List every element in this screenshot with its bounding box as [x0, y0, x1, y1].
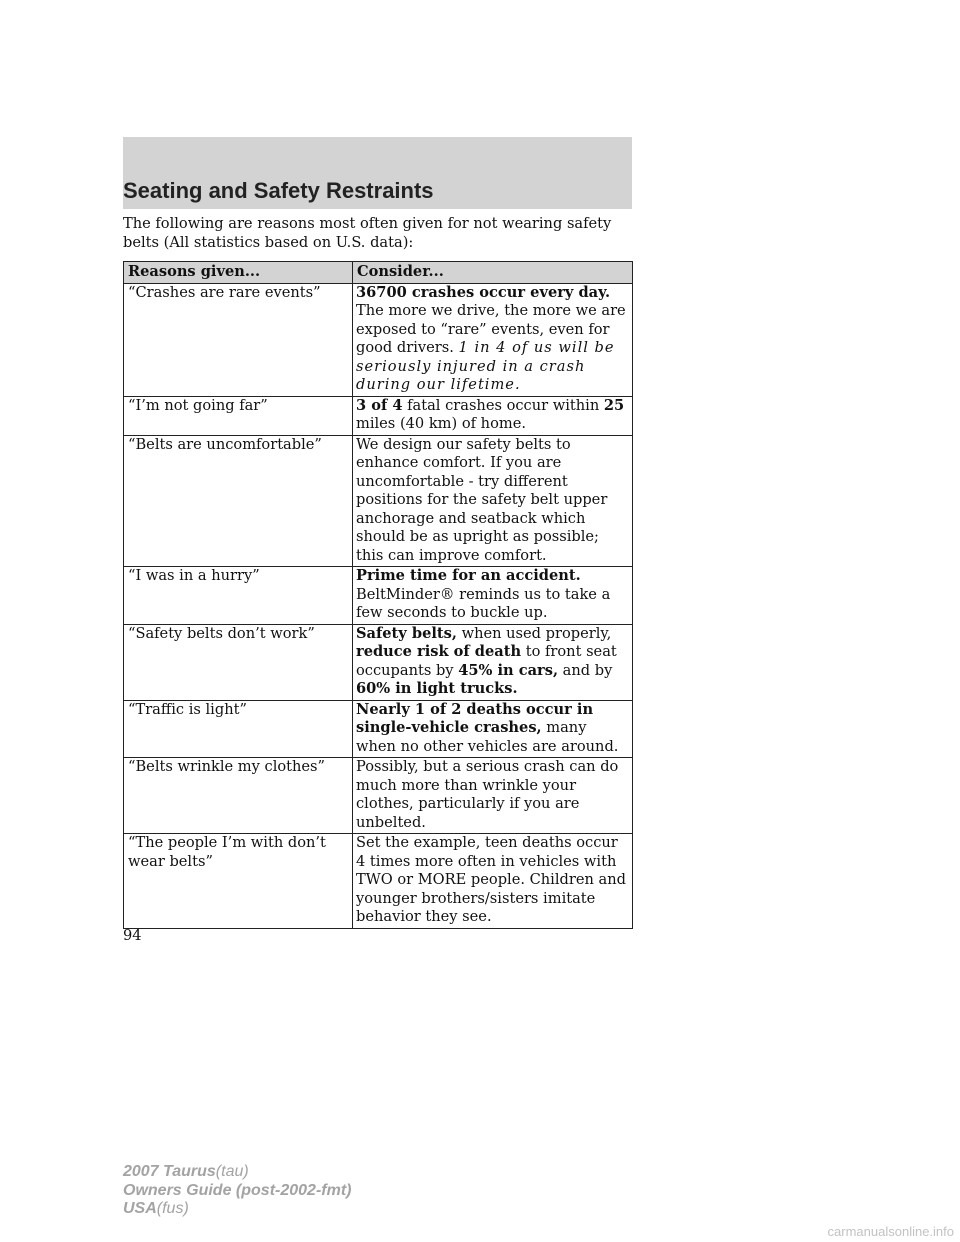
footer-line-code: (tau)	[215, 1163, 249, 1180]
footer-line	[123, 1200, 351, 1219]
reason-cell: “Crashes are rare events”	[124, 283, 353, 396]
table-row	[124, 834, 633, 929]
reason-cell: “I was in a hurry”	[124, 567, 353, 625]
reason-cell: “The people I’m with don’t wear belts”	[124, 834, 353, 929]
consider-text-segment: 25	[603, 396, 625, 414]
table-row	[124, 700, 633, 758]
consider-cell	[353, 567, 633, 625]
consider-text-segment: reduce risk of death	[356, 643, 522, 660]
consider-text-segment: and by	[558, 661, 613, 679]
consider-text-segment: We design our safety belts to enhance comfort. If you are uncomfortable - try different positions for the safety belt upper anchorage and seatback which should be as upright as possible; this can improve comfort.	[356, 435, 608, 564]
footer-line-main: Owners Guide (post-2002-fmt)	[123, 1181, 352, 1199]
consider-cell	[353, 624, 633, 700]
consider-cell	[353, 700, 633, 758]
reason-cell: “Belts are uncomfortable”	[124, 435, 353, 567]
consider-text-segment: 36700 crashes occur every day.	[356, 283, 611, 301]
footer-line	[123, 1163, 351, 1182]
section-title: Seating and Safety Restraints	[123, 178, 434, 203]
footer-line-main: USA	[123, 1200, 157, 1217]
consider-text-segment: Safety belts,	[356, 624, 457, 642]
consider-cell	[353, 834, 633, 929]
consider-text-segment: to front seat occupants by	[356, 643, 617, 679]
consider-text-segment: fatal crashes occur within	[402, 396, 604, 414]
consider-text-segment: Prime time for an accident.	[356, 567, 581, 584]
consider-text-segment: when used properly,	[456, 624, 612, 642]
page-number: 94	[123, 927, 142, 944]
consider-text-segment: Possibly, but a serious crash can do much more than wrinkle your clothes, particularly if you are unbelted.	[356, 758, 619, 831]
intro-paragraph: The following are reasons most often given for not wearing safety belts (All statistics based on U.S. data):	[123, 215, 612, 251]
consider-text-segment: 3 of 4	[356, 396, 403, 414]
consider-text-segment: 1 in 4 of us will be seriously injured in a crash during our lifetime.	[356, 339, 615, 393]
footer-line-code: (fus)	[156, 1200, 189, 1217]
table-row	[124, 758, 633, 834]
reason-cell: “Traffic is light”	[124, 700, 353, 758]
table-row	[124, 283, 633, 396]
consider-text-segment: The more we drive, the more we are exposed to “rare” events, even for good drivers.	[356, 302, 626, 356]
header-reasons: Reasons given...	[124, 262, 353, 284]
consider-text-segment: Set the example, teen deaths occur 4 times more often in vehicles with TWO or MORE people. Children and younger brothers/sisters imitate behavior they see.	[356, 834, 626, 925]
consider-text-segment: many when no other vehicles are around.	[356, 719, 619, 755]
consider-cell	[353, 396, 633, 435]
footer-document-id	[123, 1163, 351, 1219]
reason-cell: “Safety belts don’t work”	[124, 624, 353, 700]
table-row	[124, 396, 633, 435]
watermark: carmanualsonline.info	[827, 1224, 954, 1239]
consider-text-segment: BeltMinder® reminds us to take a few seconds to buckle up.	[356, 585, 611, 621]
reasons-table	[123, 261, 633, 929]
consider-text-segment: 60% in light trucks.	[356, 680, 518, 697]
table-header-row	[124, 262, 633, 284]
consider-cell	[353, 435, 633, 567]
table-row	[124, 624, 633, 700]
header-consider: Consider...	[353, 262, 633, 284]
table-body	[124, 283, 633, 928]
consider-text-segment: Nearly 1 of 2 deaths occur in single-vehicle crashes,	[356, 700, 594, 736]
reason-cell: “I’m not going far”	[124, 396, 353, 435]
consider-cell	[353, 758, 633, 834]
consider-text-segment: miles (40 km) of home.	[356, 415, 526, 432]
footer-line	[123, 1182, 351, 1201]
consider-text-segment: 45% in cars,	[458, 661, 559, 679]
table-row	[124, 567, 633, 625]
reason-cell: “Belts wrinkle my clothes”	[124, 758, 353, 834]
footer-line-main: 2007 Taurus	[123, 1163, 216, 1180]
consider-cell	[353, 283, 633, 396]
table-row	[124, 435, 633, 567]
